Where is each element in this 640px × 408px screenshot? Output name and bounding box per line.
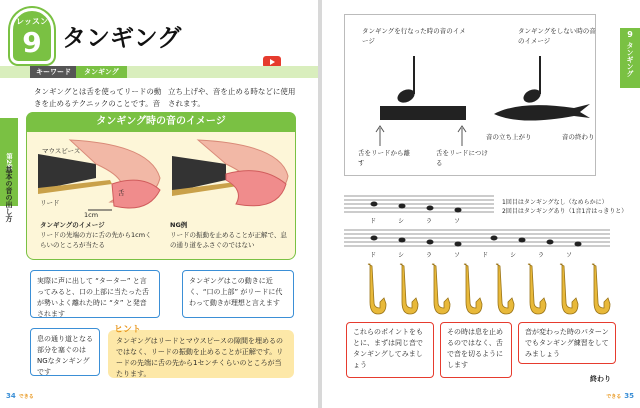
syllable: ド: [482, 252, 489, 259]
callout-motion: タンギングはこの動きに近く、“口の上部” がリードに代わって動きが理想と言えます: [182, 270, 294, 318]
staff-2-note: 2回目はタンギングあり（1音1音はっきりと）: [502, 208, 628, 215]
syllable: ソ: [566, 252, 573, 259]
syllable: ソ: [454, 252, 461, 259]
measure-label: 1cm: [84, 211, 99, 219]
saxophone-icon: [432, 264, 450, 314]
intro-text-2: 立ち上げや、音を止める時などに使用されます。: [168, 87, 296, 108]
saxophone-row: [358, 262, 618, 318]
callout-changing-notes: 音が変わった時のパターンでもタンギング練習をしてみましょう: [518, 322, 616, 364]
keyword-value: タンギング: [76, 66, 127, 78]
syllable: シ: [510, 252, 517, 259]
staff-2: [344, 230, 610, 246]
release-label: 舌をリードから離す: [358, 149, 410, 167]
staff-2-notes: [371, 236, 582, 247]
staff-1: [344, 196, 494, 212]
without-tonguing-label: タンギングをしない時の音のイメージ: [518, 27, 596, 45]
mouthpiece-label: マウスピース: [42, 147, 81, 155]
saxophone-icon: [560, 264, 578, 314]
chapter-side-title: 基本の音の出し方: [5, 166, 13, 222]
saxophone-icon: [528, 264, 546, 314]
hint-box: タンギングはリードとマウスピースの隙間を埋めるのではなく、リードの振動を止めることが正解です。リードの先端に舌の先から1センチくらいのところが当たります。: [108, 330, 294, 378]
keyword-label: キーワード: [30, 66, 77, 78]
right-folio-title: できる: [606, 394, 622, 400]
with-tonguing-label: タンギングを行なった時の音のイメージ: [362, 27, 466, 45]
syllable: ラ: [426, 252, 433, 259]
left-folio-title: できる: [18, 394, 34, 400]
ng-text: リードの振動を止めることが正解で、息の通り道をふさぐのではない: [170, 231, 287, 249]
right-chapter-title: タンギング: [626, 42, 634, 77]
right-page-number: 35: [624, 392, 634, 400]
lesson-label: レッスン: [16, 17, 48, 26]
tonguing-caption: タンギングのイメージ: [40, 221, 105, 229]
syllable: ソ: [454, 218, 461, 225]
lesson-badge: [10, 8, 54, 64]
end-label: 音の終わり: [562, 133, 595, 141]
saxophone-icon: [592, 264, 610, 314]
saxophone-icon: [400, 264, 418, 314]
saxophone-icon: [368, 264, 386, 314]
reed-label: リード: [40, 199, 60, 207]
page-title: タンギング: [62, 24, 182, 52]
intro-text-1: タンギングとは舌を使ってリードの動きを止めるテクニックのことです。音: [34, 87, 162, 108]
right-chapter-tab: [620, 28, 640, 88]
right-page: [322, 0, 640, 408]
left-page-number: 34: [6, 392, 16, 400]
syllable: ド: [370, 252, 377, 259]
right-chapter-number: 9: [627, 30, 633, 39]
keyword-bar: [0, 66, 318, 78]
callout-same-note: これらのポイントをもとに、まずは同じ音でタンギングしてみましょう: [346, 322, 434, 378]
saxophone-icon: [496, 264, 514, 314]
image-box-title: タンギング時の音のイメージ: [26, 112, 296, 132]
no-tonguing-sound-shape: [494, 104, 590, 121]
hint-label: ヒント: [114, 325, 142, 335]
left-page: [0, 0, 318, 408]
end-mark: 終わり: [590, 375, 611, 383]
syllable: ラ: [538, 252, 545, 259]
ng-label: NG例: [170, 221, 188, 229]
syllable: シ: [398, 218, 405, 225]
saxophone-icon: [464, 264, 482, 314]
tonguing-caption-text: リードの先端の方に舌の先から1cmくらいのところが当たる: [40, 231, 152, 249]
staff-1-note: 1回目はタンギングなし（なめらかに）: [502, 199, 608, 206]
staff-1-notes: [371, 202, 462, 213]
tonguing-sound-bar: [380, 106, 466, 120]
syllable: シ: [398, 252, 405, 259]
chapter-tab-label: 第2章: [5, 153, 13, 171]
callout-say-taa: 実際に声に出して “ターター” と言ってみると、口の上部に当たった舌が勢いよく離れた時に “タ” と発音されます: [30, 270, 160, 318]
attach-label: 舌をリードにつける: [436, 149, 488, 167]
callout-ng: 息の通り道となる部分を塞ぐのはNGなタンギングです: [30, 328, 100, 376]
right-folio: [606, 392, 634, 400]
tongue-label: 舌: [118, 189, 125, 197]
rise-label: 音の立ち上がり: [486, 133, 532, 141]
syllable: ド: [370, 218, 377, 225]
left-folio: [6, 392, 34, 400]
callout-stop-breath: その時は息を止めるのではなく、舌で音を切るようにします: [440, 322, 512, 378]
syllable: ラ: [426, 218, 433, 225]
lesson-number: 9: [22, 26, 42, 59]
